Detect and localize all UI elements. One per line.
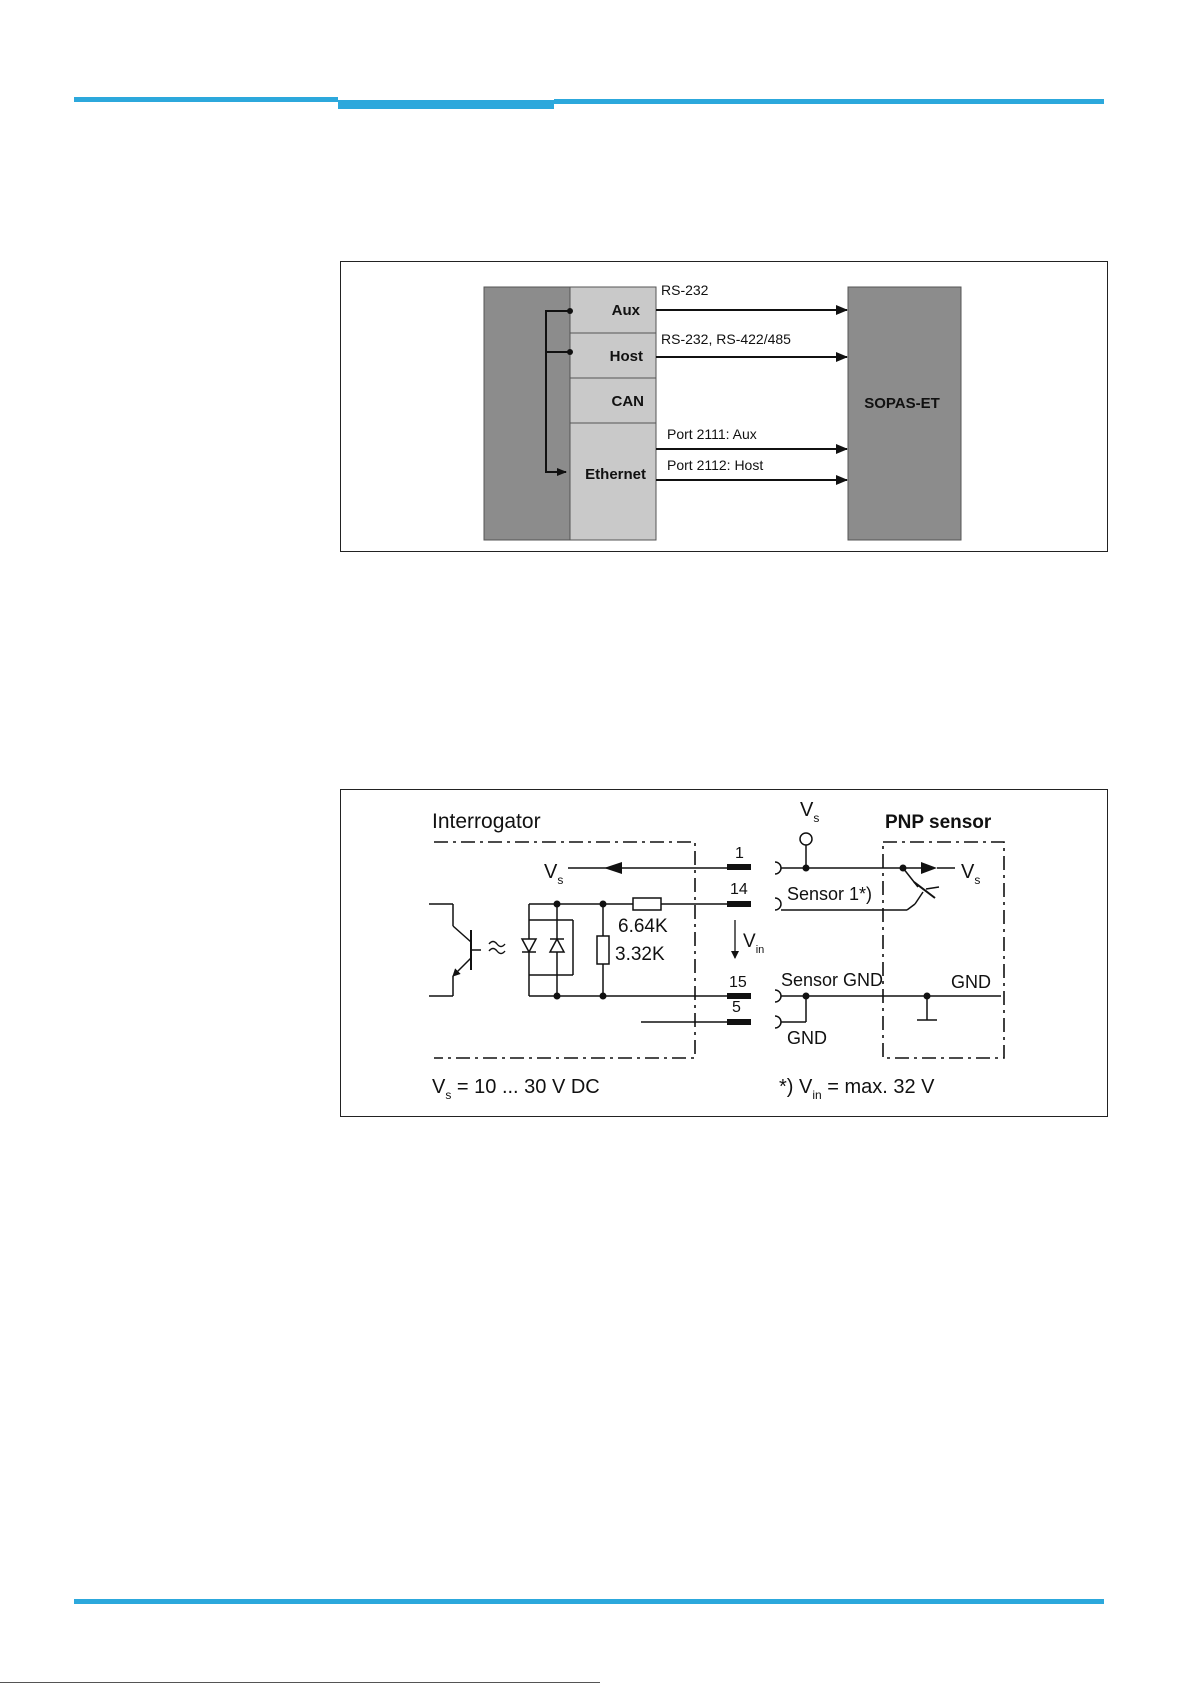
light-symbol-icon <box>489 942 505 954</box>
link-label-rs232: RS-232 <box>661 282 709 298</box>
gnd-bottom-label: GND <box>787 1028 827 1048</box>
port-label-host: Host <box>609 348 643 365</box>
pnp-sensor-boundary <box>883 842 1004 1058</box>
pin-15-label: 15 <box>729 974 747 991</box>
pin-5 <box>727 1019 751 1025</box>
sensor1-label: Sensor 1*) <box>787 884 873 904</box>
port-label-ethernet: Ethernet <box>585 466 646 483</box>
footnote-vs-range: $V_s = 10$ ... 30 V DC <box>432 1076 600 1102</box>
link-label-2112: Port 2112: Host <box>667 457 764 473</box>
header-rule-tab <box>338 100 554 109</box>
port-label-can: CAN <box>611 393 644 410</box>
pin-5-label: 5 <box>732 999 741 1016</box>
interface-diagram-svg <box>341 262 1107 551</box>
resistor-6-64k-label: 6.64K <box>618 916 668 937</box>
sopas-et-label: SOPAS-ET <box>864 395 940 412</box>
vs-right-label: $V_s$ <box>961 861 981 887</box>
link-label-serial: RS-232, RS-422/485 <box>661 331 791 347</box>
footnote-vin-max: *) $V_{in} = \max$. 32 V <box>779 1076 935 1102</box>
interrogator-title: Interrogator <box>432 810 541 833</box>
header-rule-left <box>74 97 338 102</box>
pnp-wiring-diagram <box>340 789 1108 1117</box>
vs-top-label: $V_s$ <box>800 799 820 825</box>
sensor-gnd-label: Sensor GND <box>781 970 884 990</box>
interface-diagram <box>340 261 1108 552</box>
vs-left-label: $V_s$ <box>544 861 564 887</box>
pin-1-label: 1 <box>735 845 744 862</box>
device-body <box>484 287 570 540</box>
link-label-2111: Port 2111: Aux <box>667 426 757 442</box>
sopas-et-box <box>848 287 961 540</box>
resistor-6-64k <box>633 898 661 910</box>
pnp-sensor-title: PNP sensor <box>885 812 992 833</box>
diode-1 <box>522 939 536 952</box>
vin-label: $V_{in}$ <box>743 931 765 956</box>
pin-1 <box>727 864 751 870</box>
vs-terminal <box>800 833 812 845</box>
pnp-wiring-svg <box>341 790 1107 1116</box>
footer-rule <box>74 1599 1104 1604</box>
resistor-3-32k <box>597 936 609 964</box>
header-rule-right <box>554 99 1104 104</box>
footer-cut-line <box>0 1682 600 1683</box>
resistor-3-32k-label: 3.32K <box>615 944 665 965</box>
pin-14-label: 14 <box>730 881 748 898</box>
port-label-aux: Aux <box>611 302 640 319</box>
pin-14 <box>727 901 751 907</box>
gnd-right-label: GND <box>951 972 991 992</box>
diode-2 <box>550 939 564 952</box>
